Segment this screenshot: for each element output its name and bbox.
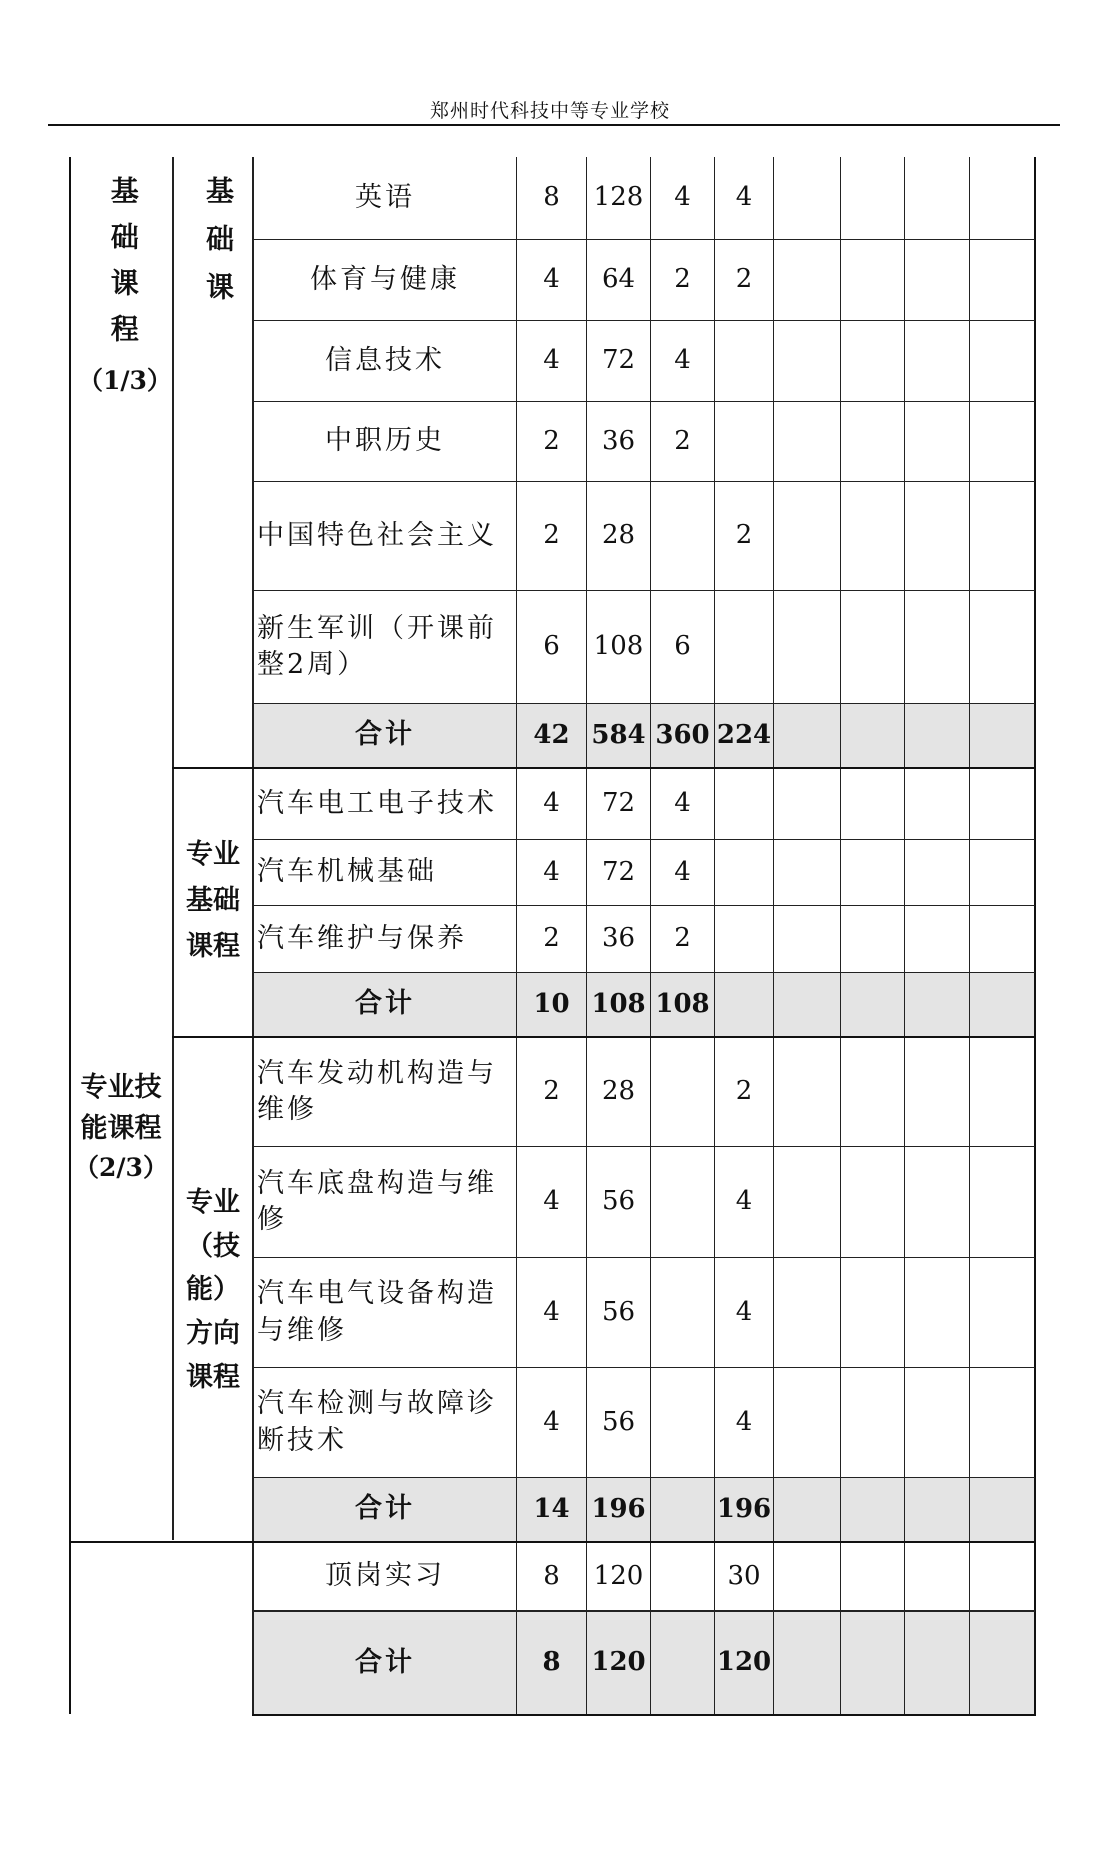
cell-hours: 584	[591, 719, 646, 750]
course-name: 新生军训（开课前整2周）	[257, 612, 497, 680]
cell-t2: 30	[727, 1560, 761, 1591]
cell-credits: 4	[543, 856, 560, 887]
cell-credits: 4	[543, 1186, 560, 1217]
cell-t2: 4	[735, 1186, 753, 1217]
foundation-group-text: 专业基础课程	[186, 839, 240, 962]
cell-t2: 2	[735, 264, 753, 295]
course-name: 汽车底盘构造与维修	[257, 1167, 497, 1235]
cell-credits: 4	[543, 1296, 560, 1327]
cell-credits: 2	[543, 425, 560, 456]
cell-hours: 28	[601, 520, 636, 551]
course-name: 汽车电气设备构造与维修	[257, 1278, 497, 1346]
cell-credits: 14	[533, 1493, 570, 1524]
cell-t2: 2	[735, 1076, 753, 1107]
term5-column-left-border	[904, 157, 905, 1715]
course-name: 体育与健康	[310, 263, 460, 295]
skills-category-text: 专业技能课程	[80, 1072, 162, 1144]
total-label: 合计	[355, 719, 415, 751]
cell-credits: 4	[543, 264, 560, 295]
cell-hours: 72	[601, 788, 636, 819]
cell-t1	[651, 1543, 714, 1610]
table-left-border	[69, 157, 71, 1714]
cell-credits: 2	[543, 520, 560, 551]
course-name: 汽车维护与保养	[257, 922, 467, 954]
cell-hours: 128	[593, 182, 644, 213]
cell-credits: 8	[543, 1560, 560, 1591]
cell-t2	[715, 402, 773, 481]
cell-t1: 2	[674, 425, 691, 456]
cell-credits: 6	[543, 631, 560, 662]
cell-credits: 2	[543, 1076, 560, 1107]
total-label: 合计	[355, 1493, 415, 1525]
cell-t1	[651, 1038, 714, 1146]
cell-t1: 4	[674, 345, 691, 376]
cell-t1	[651, 1368, 714, 1477]
cell-hours: 72	[601, 345, 636, 376]
cell-t2	[715, 973, 773, 1036]
cell-credits: 8	[543, 182, 560, 213]
cell-hours: 64	[601, 264, 636, 295]
skills-category-label	[70, 1068, 172, 1188]
cell-t2: 2	[735, 520, 753, 551]
cell-t1: 2	[674, 923, 691, 954]
cell-t1: 108	[655, 988, 710, 1019]
course-name: 汽车发动机构造与维修	[257, 1057, 497, 1125]
cell-t1: 4	[674, 856, 691, 887]
cell-t2: 4	[735, 1296, 753, 1327]
basic-group-label: 基础课	[202, 176, 235, 320]
total-label: 合计	[355, 1646, 415, 1678]
cell-credits: 42	[533, 719, 570, 750]
cell-t1: 6	[674, 631, 691, 662]
cell-hours: 36	[601, 923, 636, 954]
cell-t1: 360	[655, 719, 710, 750]
basic-category-text: 基础课程	[106, 176, 140, 360]
cell-t1	[651, 1147, 714, 1257]
header-divider	[48, 124, 1060, 126]
cell-t2	[715, 906, 773, 972]
cell-t2: 120	[716, 1647, 772, 1678]
cell-hours: 36	[601, 425, 636, 456]
total-label: 合计	[355, 988, 415, 1020]
cell-t2	[715, 840, 773, 905]
cell-credits: 4	[543, 788, 560, 819]
cell-hours: 120	[591, 1647, 646, 1678]
cell-hours: 28	[601, 1076, 636, 1107]
course-name: 中职历史	[325, 425, 445, 457]
direction-group-label	[174, 1181, 252, 1400]
cell-hours: 120	[593, 1560, 644, 1591]
cell-credits: 4	[543, 345, 560, 376]
basic-category-ratio: （1/3）	[78, 366, 172, 395]
cell-t1: 4	[674, 788, 691, 819]
table-right-border	[1034, 157, 1036, 1715]
cell-hours: 72	[601, 856, 636, 887]
skills-category-ratio: （2/3）	[74, 1153, 168, 1182]
page-header-title: 郑州时代科技中等专业学校	[429, 100, 670, 122]
cell-t1: 4	[674, 182, 691, 213]
cell-credits: 4	[543, 1406, 560, 1437]
cell-hours: 56	[601, 1406, 636, 1437]
cell-t1: 2	[674, 264, 691, 295]
direction-group-text: 专业（技能）方向课程	[186, 1187, 240, 1393]
term3-column-left-border	[773, 157, 774, 1715]
cell-hours: 56	[601, 1296, 636, 1327]
course-name: 顶岗实习	[325, 1560, 445, 1592]
cell-credits: 10	[533, 988, 570, 1019]
cell-hours: 56	[601, 1186, 636, 1217]
foundation-group-label	[176, 832, 250, 970]
cell-t2: 224	[716, 719, 772, 750]
cell-t1	[651, 1612, 714, 1714]
cell-credits: 8	[542, 1647, 561, 1678]
course-name: 信息技术	[325, 344, 445, 376]
cell-t1	[651, 1478, 714, 1541]
term4-column-left-border	[840, 157, 841, 1715]
cell-t2	[715, 321, 773, 401]
course-name: 汽车机械基础	[257, 856, 437, 888]
course-name: 英语	[355, 181, 415, 213]
course-name: 中国特色社会主义	[257, 519, 497, 551]
cell-t2: 4	[735, 1406, 753, 1437]
cell-hours: 108	[591, 988, 646, 1019]
term6-column-left-border	[969, 157, 970, 1715]
cell-hours: 108	[593, 631, 644, 662]
table-bottom-border	[252, 1714, 1036, 1716]
course-name: 汽车检测与故障诊断技术	[257, 1388, 497, 1456]
cell-t2: 196	[716, 1493, 772, 1524]
cell-hours: 196	[591, 1493, 646, 1524]
cell-t1	[651, 1258, 714, 1367]
cell-t2: 4	[735, 182, 753, 213]
course-name: 汽车电工电子技术	[257, 787, 497, 819]
cell-credits: 2	[543, 923, 560, 954]
cell-t2	[715, 591, 773, 703]
cell-t2	[715, 769, 773, 839]
basic-category-label	[78, 176, 172, 401]
cell-t1	[651, 482, 714, 590]
